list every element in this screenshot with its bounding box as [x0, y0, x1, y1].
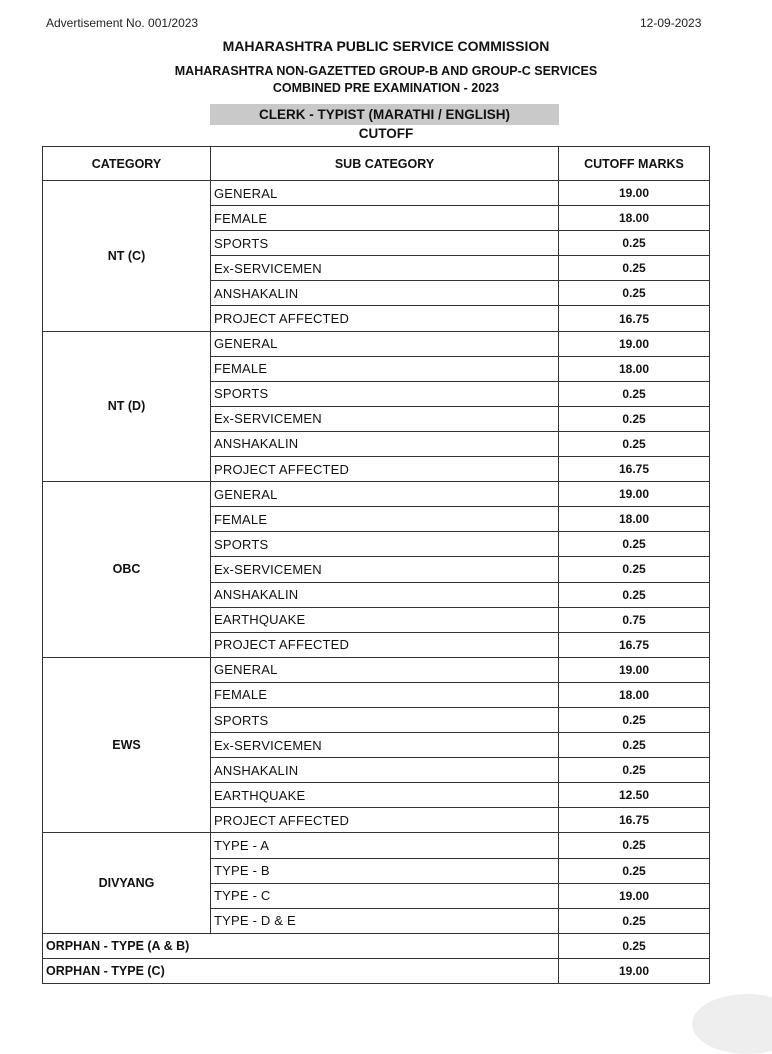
- sub-category-cell: TYPE - A: [211, 833, 559, 858]
- sub-category-cell: PROJECT AFFECTED: [211, 306, 559, 331]
- column-header-sub-category: SUB CATEGORY: [211, 147, 559, 181]
- cutoff-marks-cell: 12.50: [559, 783, 710, 808]
- advertisement-number: Advertisement No. 001/2023: [46, 16, 199, 30]
- cutoff-marks-cell: 0.25: [559, 231, 710, 256]
- cutoff-marks-cell: 0.25: [559, 582, 710, 607]
- cutoff-marks-cell: 0.25: [559, 281, 710, 306]
- cutoff-marks-cell: 19.00: [559, 331, 710, 356]
- commission-title: MAHARASHTRA PUBLIC SERVICE COMMISSION: [222, 38, 550, 54]
- cutoff-marks-cell: 0.25: [559, 256, 710, 281]
- cutoff-marks-cell: 0.25: [559, 431, 710, 456]
- cutoff-marks-cell: 16.75: [559, 306, 710, 331]
- sub-category-cell: SPORTS: [211, 707, 559, 732]
- table-row: [43, 933, 710, 958]
- sub-category-cell: PROJECT AFFECTED: [211, 632, 559, 657]
- cutoff-marks-cell: 18.00: [559, 356, 710, 381]
- table-row: [43, 181, 710, 206]
- cutoff-marks-cell: 19.00: [559, 482, 710, 507]
- cutoff-marks-cell: 0.25: [559, 381, 710, 406]
- sub-category-cell: FEMALE: [211, 507, 559, 532]
- cutoff-marks-cell: 0.25: [559, 758, 710, 783]
- corner-smudge: [692, 994, 772, 1054]
- sub-category-cell: GENERAL: [211, 482, 559, 507]
- category-cell: OBC: [43, 482, 211, 658]
- column-header-category: CATEGORY: [43, 147, 211, 181]
- sub-category-cell: EARTHQUAKE: [211, 607, 559, 632]
- sub-category-cell: TYPE - B: [211, 858, 559, 883]
- cutoff-marks-cell: 18.00: [559, 206, 710, 231]
- cutoff-marks-cell: 0.25: [559, 707, 710, 732]
- sub-category-cell: TYPE - C: [211, 883, 559, 908]
- column-header-cutoff-marks: CUTOFF MARKS: [559, 147, 710, 181]
- sub-category-cell: FEMALE: [211, 356, 559, 381]
- sub-category-cell: ANSHAKALIN: [211, 281, 559, 306]
- table-row: [43, 958, 710, 983]
- sub-category-cell: ANSHAKALIN: [211, 431, 559, 456]
- sub-category-cell: Ex-SERVICEMEN: [211, 256, 559, 281]
- orphan-category-cell: ORPHAN - TYPE (A & B): [43, 933, 559, 958]
- cutoff-marks-cell: 0.25: [559, 933, 710, 958]
- sub-category-cell: EARTHQUAKE: [211, 783, 559, 808]
- sub-category-cell: Ex-SERVICEMEN: [211, 406, 559, 431]
- table-header-row: [43, 147, 710, 181]
- cutoff-marks-cell: 0.25: [559, 908, 710, 933]
- sub-category-cell: PROJECT AFFECTED: [211, 808, 559, 833]
- cutoff-marks-cell: 0.25: [559, 557, 710, 582]
- cutoff-marks-cell: 0.25: [559, 733, 710, 758]
- cutoff-marks-cell: 16.75: [559, 808, 710, 833]
- sub-category-cell: SPORTS: [211, 381, 559, 406]
- cutoff-subtitle: CUTOFF: [358, 126, 414, 141]
- table-row: [43, 482, 710, 507]
- cutoff-marks-cell: 19.00: [559, 181, 710, 206]
- sub-category-cell: PROJECT AFFECTED: [211, 457, 559, 482]
- table-row: [43, 657, 710, 682]
- sub-category-cell: Ex-SERVICEMEN: [211, 733, 559, 758]
- exam-title-line1: MAHARASHTRA NON-GAZETTED GROUP-B AND GROUP-C SERVICES: [174, 64, 598, 78]
- cutoff-marks-cell: 19.00: [559, 958, 710, 983]
- cutoff-marks-cell: 16.75: [559, 457, 710, 482]
- sub-category-cell: TYPE - D & E: [211, 908, 559, 933]
- sub-category-cell: FEMALE: [211, 682, 559, 707]
- orphan-category-cell: ORPHAN - TYPE (C): [43, 958, 559, 983]
- category-cell: NT (C): [43, 181, 211, 332]
- table-row: [43, 331, 710, 356]
- cutoff-marks-cell: 18.00: [559, 682, 710, 707]
- table-row: [43, 833, 710, 858]
- document-date: 12-09-2023: [640, 16, 702, 30]
- sub-category-cell: ANSHAKALIN: [211, 582, 559, 607]
- category-cell: EWS: [43, 657, 211, 833]
- cutoff-marks-cell: 16.75: [559, 632, 710, 657]
- exam-title-line2: COMBINED PRE EXAMINATION - 2023: [272, 81, 500, 95]
- post-title: CLERK - TYPIST (MARATHI / ENGLISH): [210, 104, 559, 125]
- sub-category-cell: GENERAL: [211, 181, 559, 206]
- sub-category-cell: ANSHAKALIN: [211, 758, 559, 783]
- cutoff-table: [42, 146, 710, 984]
- cutoff-marks-cell: 19.00: [559, 657, 710, 682]
- sub-category-cell: FEMALE: [211, 206, 559, 231]
- sub-category-cell: SPORTS: [211, 532, 559, 557]
- sub-category-cell: SPORTS: [211, 231, 559, 256]
- sub-category-cell: Ex-SERVICEMEN: [211, 557, 559, 582]
- sub-category-cell: GENERAL: [211, 657, 559, 682]
- cutoff-marks-cell: 0.25: [559, 858, 710, 883]
- cutoff-marks-cell: 0.25: [559, 406, 710, 431]
- cutoff-marks-cell: 19.00: [559, 883, 710, 908]
- cutoff-marks-cell: 0.25: [559, 833, 710, 858]
- cutoff-marks-cell: 0.25: [559, 532, 710, 557]
- sub-category-cell: GENERAL: [211, 331, 559, 356]
- category-cell: NT (D): [43, 331, 211, 482]
- cutoff-marks-cell: 18.00: [559, 507, 710, 532]
- cutoff-marks-cell: 0.75: [559, 607, 710, 632]
- category-cell: DIVYANG: [43, 833, 211, 933]
